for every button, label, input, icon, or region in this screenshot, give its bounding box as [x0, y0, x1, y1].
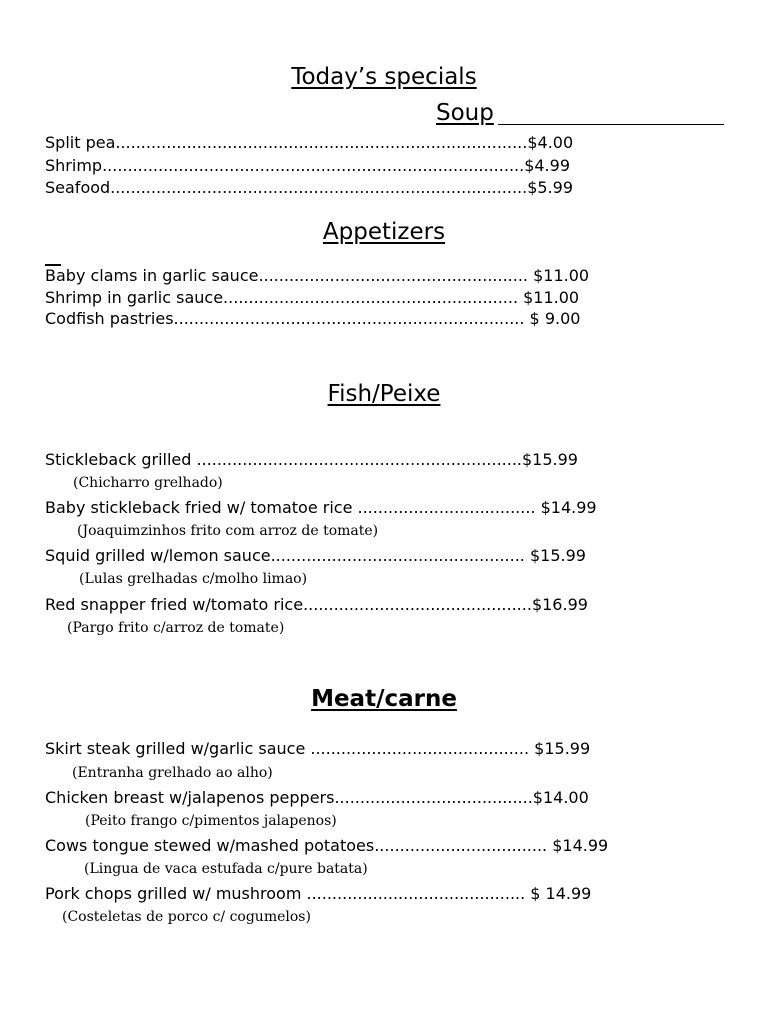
fish-heading: Fish/Peixe: [327, 381, 441, 407]
meat-item-sub: (Peito frango c/pimentos jalapenos): [85, 813, 337, 829]
fish-item-sub: (Pargo frito c/arroz de tomate): [67, 620, 285, 636]
appetizers-heading: Appetizers: [322, 219, 446, 245]
meat-heading: Meat/carne: [311, 686, 457, 712]
appetizer-item-shrimp: Shrimp in garlic sauce.......................................................... $11.00: [45, 288, 580, 307]
appetizer-item-baby-clams: Baby clams in garlic sauce..................................................... $11.00: [45, 266, 590, 285]
meat-item-sub: (Lingua de vaca estufada c/pure batata): [84, 861, 368, 877]
fish-item-sub: (Lulas grelhadas c/molho limao): [79, 571, 308, 587]
meat-item-line: Cows tongue stewed w/mashed potatoes.................................. $14.99: [45, 836, 609, 855]
fish-item-line: Squid grilled w/lemon sauce.................................................. $15.99: [45, 546, 586, 565]
meat-item-line: Chicken breast w/jalapenos peppers.......................................$14.00: [45, 788, 589, 807]
soup-heading-rule: [498, 124, 724, 125]
meat-item-line: Skirt steak grilled w/garlic sauce ........................................... $15.99: [45, 739, 591, 758]
page-title: Today’s specials: [291, 64, 477, 90]
meat-item-line: Pork chops grilled w/ mushroom ........................................... $ 14.99: [45, 884, 592, 903]
soup-item-seafood: Seafood..................................................................................$5.99: [45, 178, 574, 197]
meat-item-sub: (Costeletas de porco c/ cogumelos): [62, 909, 311, 925]
soup-item-shrimp: Shrimp...................................................................................$4.99: [45, 156, 570, 175]
fish-item-sub: (Joaquimzinhos frito com arroz de tomate): [77, 523, 379, 539]
soup-heading: Soup: [436, 100, 494, 126]
fish-item-sub: (Chicharro grelhado): [73, 475, 223, 491]
appetizer-item-codfish: Codfish pastries..................................................................... $ 9.00: [45, 309, 581, 328]
meat-item-sub: (Entranha grelhado ao alho): [72, 765, 273, 781]
soup-item-split-pea: Split pea.................................................................................$4.00: [45, 133, 574, 152]
fish-item-line: Baby stickleback fried w/ tomatoe rice ................................... $14.99: [45, 498, 597, 517]
fish-item-line: Stickleback grilled ................................................................$15.99: [45, 450, 578, 469]
fish-item-line: Red snapper fried w/tomato rice.............................................$16.99: [45, 595, 588, 614]
